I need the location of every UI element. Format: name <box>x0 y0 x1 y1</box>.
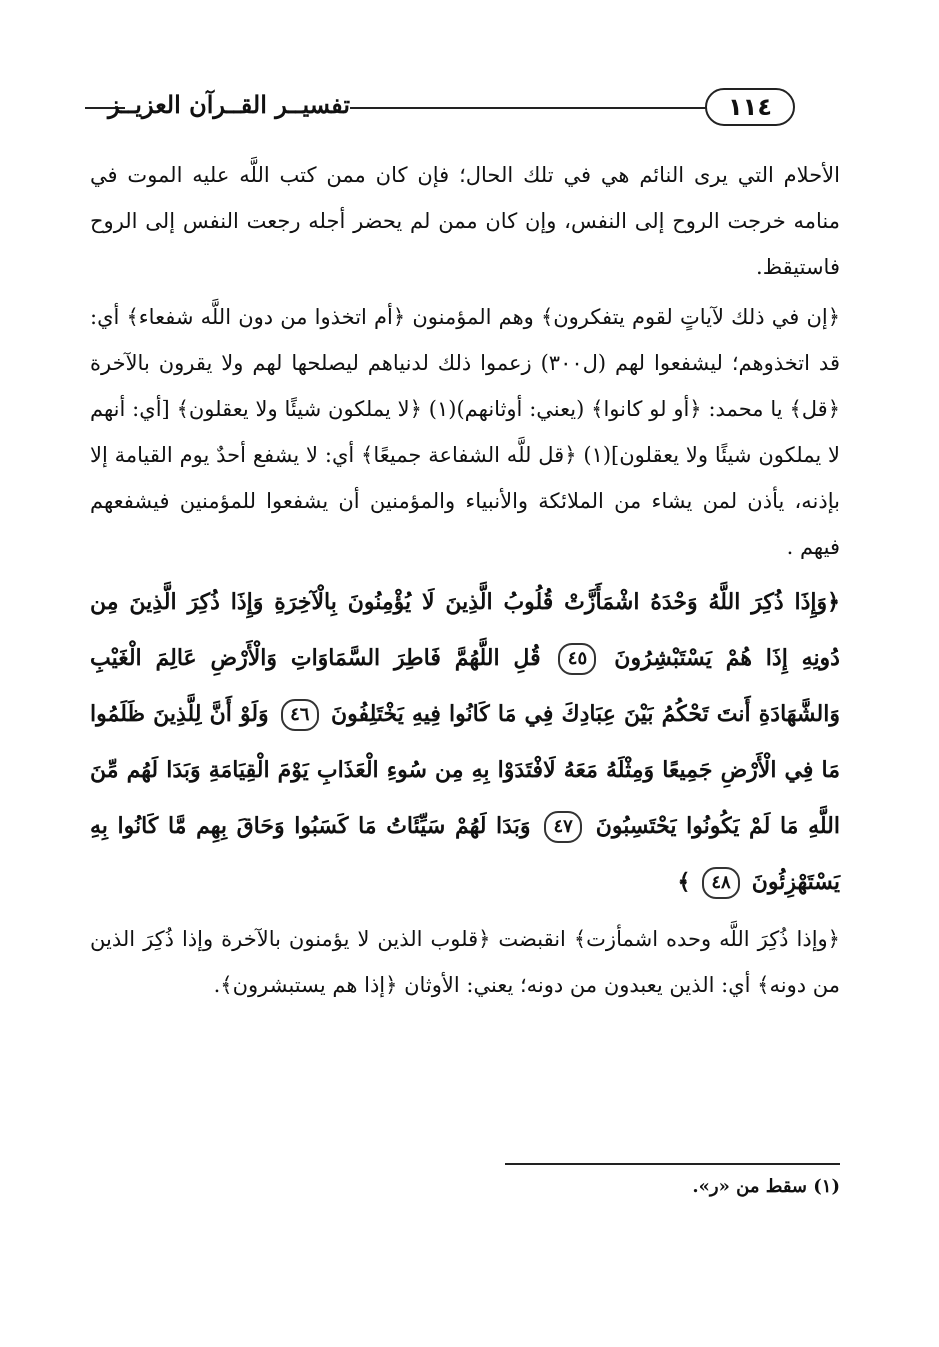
ayah-number-marker: ٤٧ <box>544 811 582 843</box>
page-body <box>90 152 840 1012</box>
verse-text-46: قُلِ اللَّهُمَّ فَاطِرَ السَّمَاوَاتِ وَالْأَرْضِ عَالِمَ الْغَيْبِ وَالشَّهَادَةِ أَنتَ تَحْكُمُ بَيْنَ عِبَادِكَ فِي مَا كَانُوا فِيهِ يَخْتَلِفُونَ <box>90 645 840 727</box>
footnote-divider <box>505 1163 840 1165</box>
verse-text-45: ﴿وَإِذَا ذُكِرَ اللَّهُ وَحْدَهُ اشْمَأَزَّتْ قُلُوبُ الَّذِينَ لَا يُؤْمِنُونَ بِالْآخِرَةِ وَإِذَا ذُكِرَ الَّذِينَ مِن دُونِهِ إِذَا هُمْ يَسْتَبْشِرُونَ <box>90 589 840 671</box>
page-number: ١١٤ <box>705 88 795 126</box>
page-header <box>85 84 840 130</box>
paragraph-1: الأحلام التي يرى النائم هي في تلك الحال؛ فإن كان ممن كتب اللَّه عليه الموت في منامه خرجت الروح إلى النفس، وإن كان ممن لم يحضر أجله رجعت النفس إلى الروح فاستيقظ. <box>90 163 840 279</box>
verse-text-47: وَلَوْ أَنَّ لِلَّذِينَ ظَلَمُوا مَا فِي الْأَرْضِ جَمِيعًا وَمِثْلَهُ مَعَهُ لَافْتَدَوْا بِهِ مِن سُوءِ الْعَذَابِ يَوْمَ الْقِيَامَةِ وَبَدَا لَهُم مِّنَ اللَّهِ مَا لَمْ يَكُونُوا يَحْتَسِبُونَ <box>90 701 840 839</box>
ayah-number-marker: ٤٨ <box>702 867 740 899</box>
header-title: تفسيــر القــرآن العزيــز <box>108 90 350 119</box>
ayah-number-marker: ٤٦ <box>281 699 319 731</box>
paragraph-2: ﴿إن في ذلك لآياتٍ لقوم يتفكرون﴾ وهم المؤمنون ﴿أم اتخذوا من دون اللَّه شفعاء﴾ أي: قد اتخذوهم؛ ليشفعوا لهم (ل٣٠٠) زعموا ذلك لدنياهم ليصلحها لهم ولا يقرون بالآخرة ﴿قل﴾ يا محمد: ﴿أو لو كانوا﴾ (يعني: أوثانهم)(١) ﴿لا يملكون شيئًا ولا يعقلون﴾ [أي: أنهم لا يملكون شيئًا ولا يعقلون](١) ﴿قل للَّه الشفاعة جميعًا﴾ أي: لا يشفع أحدٌ يوم القيامة إلا بإذنه، يأذن لمن يشاء من الملائكة والأنبياء والمؤمنين أن يشفعوا للمؤمنين فيشفعهم فيهم . <box>90 305 840 559</box>
paragraph-3: ﴿وإذا ذُكِرَ اللَّه وحده اشمأزت﴾ انقبضت ﴿قلوب الذين لا يؤمنون بالآخرة وإذا ذُكِرَ الذين من دونه﴾ أي: الذين يعبدون من دونه؛ يعني: الأوثان ﴿إذا هم يستبشرون﴾. <box>90 927 840 997</box>
ayah-number-marker: ٤٥ <box>558 643 596 675</box>
verse-close-bracket: ﴾ <box>677 869 691 895</box>
verse-text-48: وَبَدَا لَهُمْ سَيِّئَاتُ مَا كَسَبُوا وَحَاقَ بِهِم مَّا كَانُوا بِهِ يَسْتَهْزِئُونَ <box>90 813 840 895</box>
quran-verse-block <box>90 574 840 910</box>
footnote: (١) سقط من «ر». <box>692 1176 840 1197</box>
